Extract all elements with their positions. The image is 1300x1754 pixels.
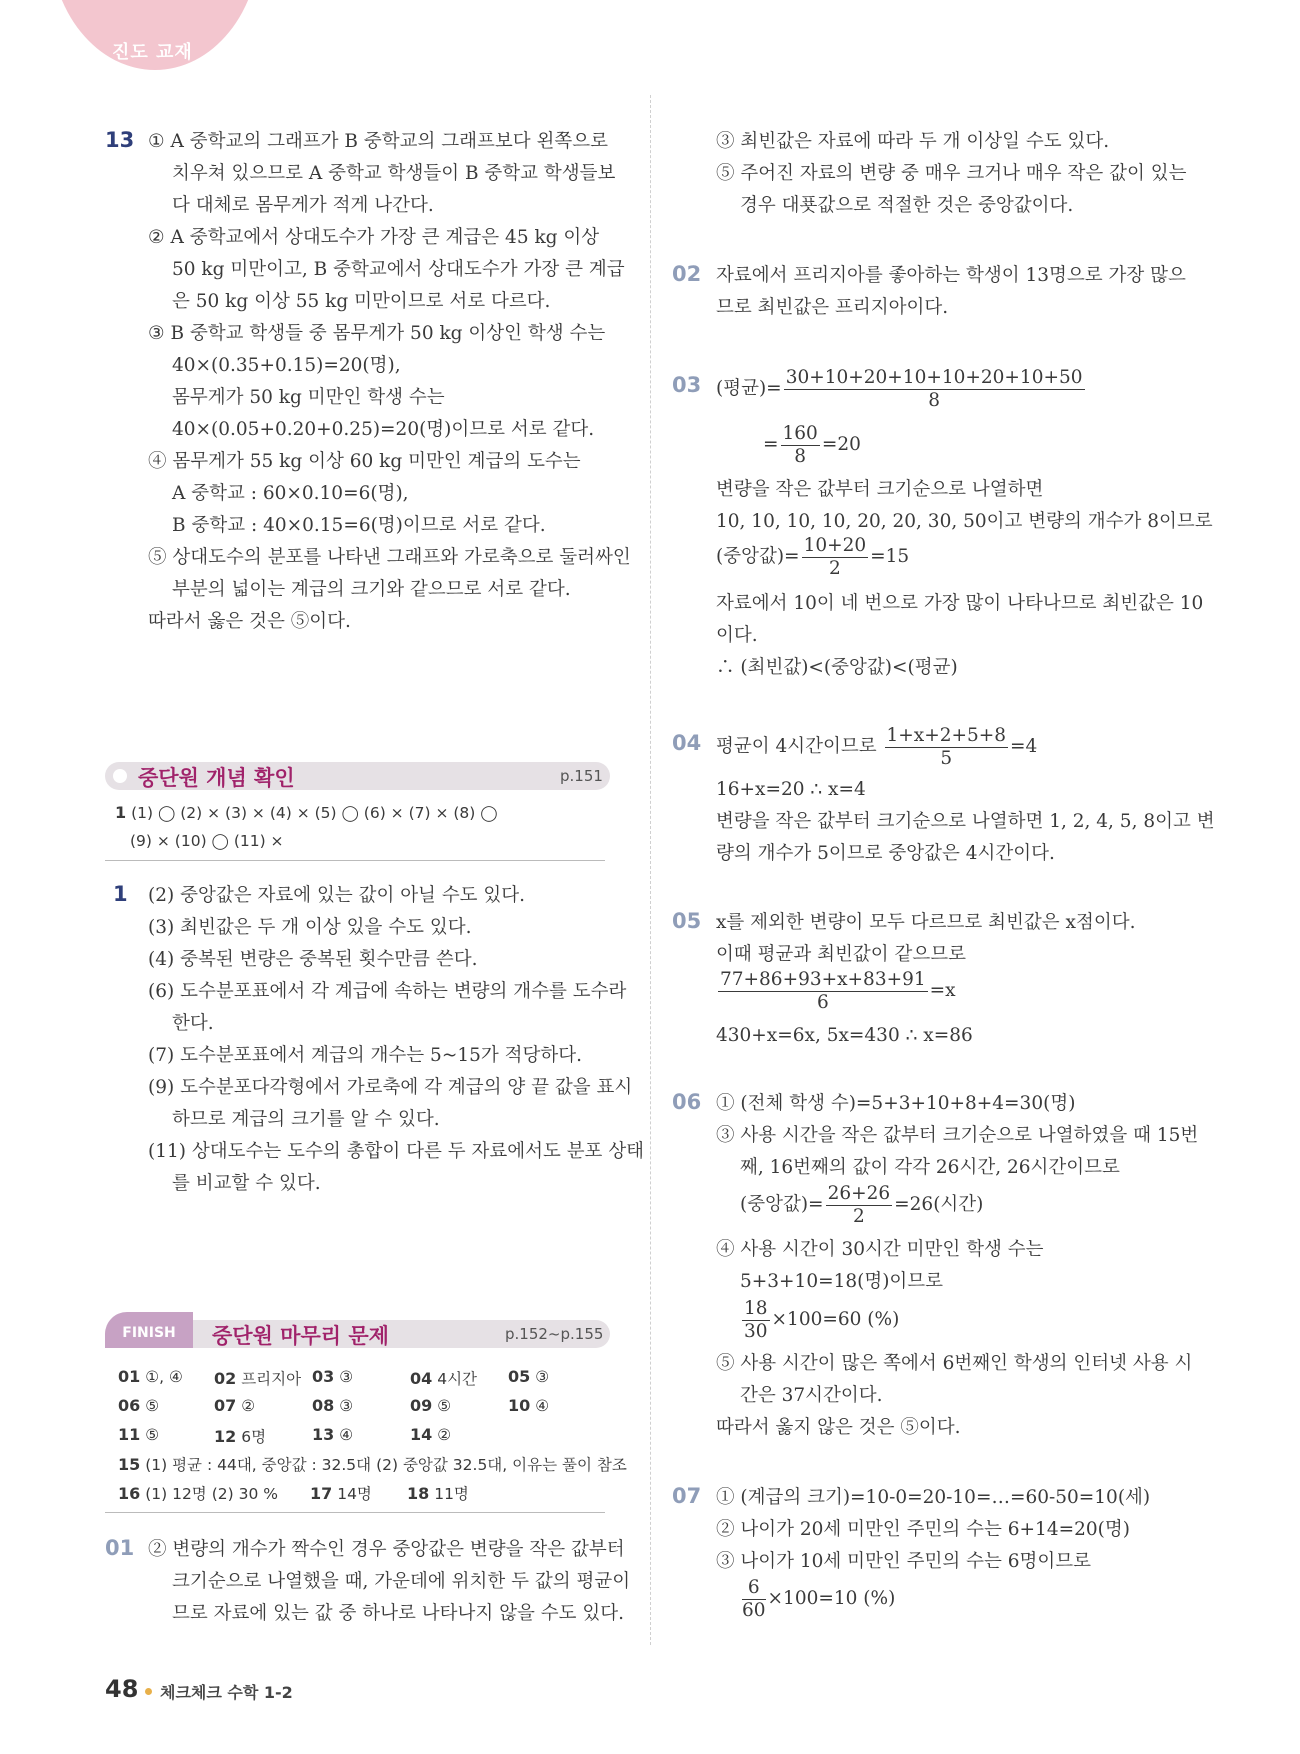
answer-key-text: (1) ◯ (2) × (3) × (4) × (5) ◯ (6) × (7) × (8) ◯ [131, 804, 498, 822]
answer-line: ③ 나이가 10세 미만인 주민의 수는 6명이므로 [716, 1551, 1092, 1572]
answer-key-number: 08 [312, 1396, 335, 1415]
finish-answer-item [410, 1425, 451, 1444]
page-number: 48 [105, 1675, 139, 1703]
equation-line [716, 364, 1087, 414]
answer-line: 변량을 작은 값부터 크기순으로 나열하면 [716, 479, 1044, 500]
footer-dot-icon [145, 1688, 152, 1695]
answer-key-text: 11명 [434, 1485, 469, 1503]
equation-text: =15 [870, 546, 910, 567]
finish-answer-item [118, 1396, 159, 1415]
answer-line: ③ 최빈값은 자료에 따라 두 개 이상일 수도 있다. [716, 131, 1110, 152]
answer-key-number: 10 [508, 1396, 531, 1415]
section-title: 중단원 개념 확인 [138, 766, 295, 790]
answer-line: (7) 도수분포표에서 계급의 개수는 5~15가 적당하다. [148, 1045, 582, 1066]
answer-line: 이다. [716, 625, 758, 646]
answer-line: ② A 중학교에서 상대도수가 가장 큰 계급은 45 kg 이상 [148, 227, 600, 248]
fraction-numerator: 30+10+20+10+10+20+10+50 [785, 366, 1083, 388]
answer-key-text: ④ [535, 1397, 550, 1415]
finish-answer-item [214, 1396, 255, 1415]
equation-line [740, 1574, 895, 1624]
answer-line: A 중학교 : 60×0.10=6(명), [172, 483, 409, 504]
fraction-denominator: 5 [940, 747, 953, 769]
answer-key-number: 09 [410, 1396, 433, 1415]
answer-line: 16+x=20 ∴ x=4 [716, 779, 866, 800]
answer-line: (6) 도수분포표에서 각 계급에 속하는 변량의 개수를 도수라 [148, 981, 627, 1002]
equation-label: (중앙값)= [740, 1194, 824, 1215]
finish-answer-item [508, 1396, 549, 1415]
answer-key-text: ⑤ [437, 1397, 452, 1415]
answer-line: ① A 중학교의 그래프가 B 중학교의 그래프보다 왼쪽으로 [148, 131, 608, 152]
answer-key-number: 14 [410, 1425, 433, 1444]
fraction-numerator: 160 [782, 422, 818, 444]
answer-key-text: ② [241, 1397, 256, 1415]
rule-line [105, 860, 605, 861]
answer-line: ① (전체 학생 수)=5+3+10+8+4=30(명) [716, 1093, 1076, 1114]
answer-key-number: 07 [214, 1396, 237, 1415]
answer-line: 를 비교할 수 있다. [172, 1173, 321, 1194]
equation-line [740, 1295, 899, 1345]
answer-line: 은 50 kg 이상 55 kg 미만이므로 서로 다르다. [172, 291, 551, 312]
answer-key-text: ② [437, 1426, 452, 1444]
answer-key-number: 03 [312, 1367, 335, 1386]
answer-line: 므로 최빈값은 프리지아이다. [716, 297, 949, 318]
answer-line: ⑤ 주어진 자료의 변량 중 매우 크거나 매우 작은 값이 있는 [716, 163, 1187, 184]
answer-key-number: 13 [312, 1425, 335, 1444]
finish-answer-item [410, 1396, 451, 1415]
finish-answer-item [508, 1367, 549, 1386]
answer-line: x를 제외한 변량이 모두 다르므로 최빈값은 x점이다. [716, 912, 1136, 933]
fraction [885, 725, 1009, 770]
answer-line: ⑤ 상대도수의 분포를 나타낸 그래프와 가로축으로 둘러싸인 [148, 547, 631, 568]
answer-line: 10, 10, 10, 10, 20, 20, 30, 50이고 변량의 개수가 8이므로 [716, 511, 1213, 532]
answer-line: ③ B 중학교 학생들 중 몸무게가 50 kg 이상인 학생 수는 [148, 323, 606, 344]
answer-line: 이때 평균과 최빈값이 같으므로 [716, 944, 966, 965]
section-title: 중단원 마무리 문제 [212, 1324, 389, 1348]
finish-answer-item [312, 1396, 353, 1415]
fraction-numerator: 26+26 [827, 1182, 891, 1204]
fraction-denominator: 60 [742, 1599, 766, 1621]
answer-line: 자료에서 프리지아를 좋아하는 학생이 13명으로 가장 많으 [716, 265, 1186, 286]
answer-line: 하므로 계급의 크기를 알 수 있다. [172, 1109, 440, 1130]
answer-key-number: 11 [118, 1425, 141, 1444]
equation-label: (중앙값)= [716, 546, 800, 567]
question-number: 1 [113, 882, 128, 906]
answer-line: 따라서 옳지 않은 것은 ⑤이다. [716, 1417, 961, 1438]
equation-text: =20 [821, 434, 861, 455]
finish-answer-item [118, 1425, 159, 1444]
answer-key-number: 05 [508, 1367, 531, 1386]
question-number: 04 [672, 731, 702, 755]
fraction-denominator: 6 [816, 991, 829, 1013]
question-number: 07 [672, 1484, 702, 1508]
rule-line [105, 1512, 605, 1513]
answer-line: (3) 최빈값은 두 개 이상 있을 수도 있다. [148, 917, 472, 938]
equation-text: = [763, 434, 779, 455]
answer-key-text: 6명 [241, 1428, 267, 1446]
section-page: p.152~p.155 [505, 1325, 604, 1343]
finish-answer-item [214, 1425, 266, 1447]
answer-key-number: 04 [410, 1369, 433, 1388]
answer-line: 째, 16번째의 값이 각각 26시간, 26시간이므로 [740, 1157, 1120, 1178]
answer-line: 치우쳐 있으므로 A 중학교 학생들이 B 중학교 학생들보 [172, 163, 616, 184]
answer-key-number: 15 [118, 1455, 141, 1474]
equation-line [716, 966, 956, 1016]
fraction-numerator: 77+86+93+x+83+91 [720, 968, 926, 990]
bullet-icon [113, 769, 127, 783]
fraction [742, 1577, 766, 1622]
finish-badge: FINISH [105, 1312, 193, 1348]
equation-line [716, 532, 909, 582]
answer-line: 간은 37시간이다. [740, 1385, 883, 1406]
answer-key-text: ①, ④ [145, 1368, 183, 1386]
answer-line: 40×(0.35+0.15)=20(명), [172, 355, 401, 376]
fraction-denominator: 30 [744, 1320, 768, 1342]
answer-key-line [115, 803, 498, 822]
question-number: 05 [672, 909, 702, 933]
answer-line: 자료에서 10이 네 번으로 가장 많이 나타나므로 최빈값은 10 [716, 593, 1204, 614]
finish-answer-item [214, 1367, 301, 1389]
answer-line: 므로 자료에 있는 값 중 하나로 나타나지 않을 수도 있다. [172, 1603, 624, 1624]
finish-answer-item [312, 1425, 353, 1444]
answer-key-number: 18 [407, 1484, 430, 1503]
fraction-numerator: 10+20 [803, 534, 867, 556]
answer-line: B 중학교 : 40×0.15=6(명)이므로 서로 같다. [172, 515, 546, 536]
answer-line: ⑤ 사용 시간이 많은 쪽에서 6번째인 학생의 인터넷 사용 시 [716, 1353, 1193, 1374]
answer-line: 몸무게가 50 kg 미만인 학생 수는 [172, 387, 445, 408]
column-divider [650, 95, 651, 1645]
answer-line: ④ 사용 시간이 30시간 미만인 학생 수는 [716, 1239, 1044, 1260]
equation-text: =x [929, 980, 956, 1001]
fraction [742, 1298, 770, 1343]
fraction-denominator: 2 [852, 1205, 865, 1227]
book-title: 체크체크 수학 1-2 [160, 1683, 293, 1702]
answer-key-line: (9) × (10) ◯ (11) × [130, 832, 284, 850]
answer-line: ② 변량의 개수가 짝수인 경우 중앙값은 변량을 작은 값부터 [148, 1539, 625, 1560]
answer-key-number: 06 [118, 1396, 141, 1415]
equation-line [763, 420, 861, 470]
answer-key-number: 16 [118, 1484, 141, 1503]
answer-line: 한다. [172, 1013, 214, 1034]
answer-line: ④ 몸무게가 55 kg 이상 60 kg 미만인 계급의 도수는 [148, 451, 581, 472]
corner-label: 진도 교재 [112, 42, 193, 63]
answer-line: 40×(0.05+0.20+0.25)=20(명)이므로 서로 같다. [172, 419, 595, 440]
answer-key-number: 1 [115, 803, 127, 822]
answer-line: 50 kg 미만이고, B 중학교에서 상대도수가 가장 큰 계급 [172, 259, 625, 280]
answer-line: (2) 중앙값은 자료에 있는 값이 아닐 수도 있다. [148, 885, 526, 906]
answer-key-line [118, 1453, 627, 1475]
fraction-denominator: 8 [794, 445, 807, 467]
answer-line: 경우 대푯값으로 적절한 것은 중앙값이다. [740, 195, 1074, 216]
answer-key-text: ⑤ [145, 1397, 160, 1415]
answer-key-number: 17 [310, 1484, 333, 1503]
equation-label: (평균)= [716, 378, 782, 399]
equation-text: ×100=60 (%) [771, 1309, 900, 1330]
fraction [718, 969, 928, 1014]
answer-line: 변량을 작은 값부터 크기순으로 나열하면 1, 2, 4, 5, 8이고 변 [716, 811, 1215, 832]
fraction [784, 367, 1085, 412]
answer-key-text: (1) 평균 : 44대, 중앙값 : 32.5대 (2) 중앙값 32.5대, 이유는 풀이 참조 [145, 1456, 627, 1474]
equation-text: =26(시간) [894, 1194, 984, 1215]
answer-line: ③ 사용 시간을 작은 값부터 크기순으로 나열하였을 때 15번 [716, 1125, 1199, 1146]
equation-text: ×100=10 (%) [767, 1588, 896, 1609]
answer-key-text: (1) 12명 (2) 30 % [145, 1485, 278, 1503]
answer-line: 5+3+10=18(명)이므로 [740, 1271, 944, 1292]
fraction-denominator: 2 [828, 557, 841, 579]
answer-key-text: ⑤ [145, 1426, 160, 1444]
answer-line: (4) 중복된 변량은 중복된 횟수만큼 쓴다. [148, 949, 478, 970]
answer-key-text: ③ [339, 1397, 354, 1415]
answer-key-line [118, 1482, 278, 1504]
fraction [781, 423, 820, 468]
answer-line: 량의 개수가 5이므로 중앙값은 4시간이다. [716, 843, 1055, 864]
fraction-numerator: 18 [744, 1297, 768, 1319]
answer-key-text: ③ [339, 1368, 354, 1386]
fraction-denominator: 8 [928, 389, 940, 411]
answer-line: 따라서 옳은 것은 ⑤이다. [148, 611, 351, 632]
answer-key-number: 01 [118, 1367, 141, 1386]
fraction [826, 1183, 893, 1228]
fraction-numerator: 1+x+2+5+8 [886, 724, 1007, 746]
answer-key-number: 12 [214, 1427, 237, 1446]
answer-key-line [407, 1482, 469, 1504]
answer-line: ∴ (최빈값)<(중앙값)<(평균) [716, 657, 958, 678]
answer-line: 430+x=6x, 5x=430 ∴ x=86 [716, 1025, 973, 1046]
answer-key-text: ④ [339, 1426, 354, 1444]
answer-line: ① (계급의 크기)=10-0=20-10=…=60-50=10(세) [716, 1487, 1151, 1508]
section-page: p.151 [560, 767, 603, 785]
answer-key-line [310, 1482, 372, 1504]
question-number: 03 [672, 373, 702, 397]
answer-line: (9) 도수분포다각형에서 가로축에 각 계급의 양 끝 값을 표시 [148, 1077, 633, 1098]
answer-key-number: 02 [214, 1369, 237, 1388]
answer-line: 부분의 넓이는 계급의 크기와 같으므로 서로 같다. [172, 579, 571, 600]
answer-line: 다 대체로 몸무게가 적게 나간다. [172, 195, 434, 216]
answer-key-text: ③ [535, 1368, 550, 1386]
equation-text: 평균이 4시간이므로 [716, 736, 883, 757]
fraction-numerator: 6 [742, 1577, 766, 1600]
finish-answer-item [312, 1367, 353, 1386]
question-number: 13 [105, 128, 135, 152]
question-number: 02 [672, 262, 702, 286]
equation-text: =4 [1010, 736, 1038, 757]
question-number: 01 [105, 1536, 135, 1560]
equation-line [716, 722, 1037, 772]
answer-key-text: 프리지아 [241, 1370, 302, 1388]
finish-answer-item [118, 1367, 183, 1386]
finish-answer-item [410, 1367, 477, 1389]
answer-key-text: 14명 [337, 1485, 372, 1503]
answer-line: ② 나이가 20세 미만인 주민의 수는 6+14=20(명) [716, 1519, 1130, 1540]
equation-line [740, 1180, 983, 1230]
fraction [802, 535, 869, 580]
answer-key-text: 4시간 [437, 1370, 478, 1388]
answer-line: (11) 상대도수는 도수의 총합이 다른 두 자료에서도 분포 상태 [148, 1141, 645, 1162]
question-number: 06 [672, 1090, 702, 1114]
answer-line: 크기순으로 나열했을 때, 가운데에 위치한 두 값의 평균이 [172, 1571, 631, 1592]
